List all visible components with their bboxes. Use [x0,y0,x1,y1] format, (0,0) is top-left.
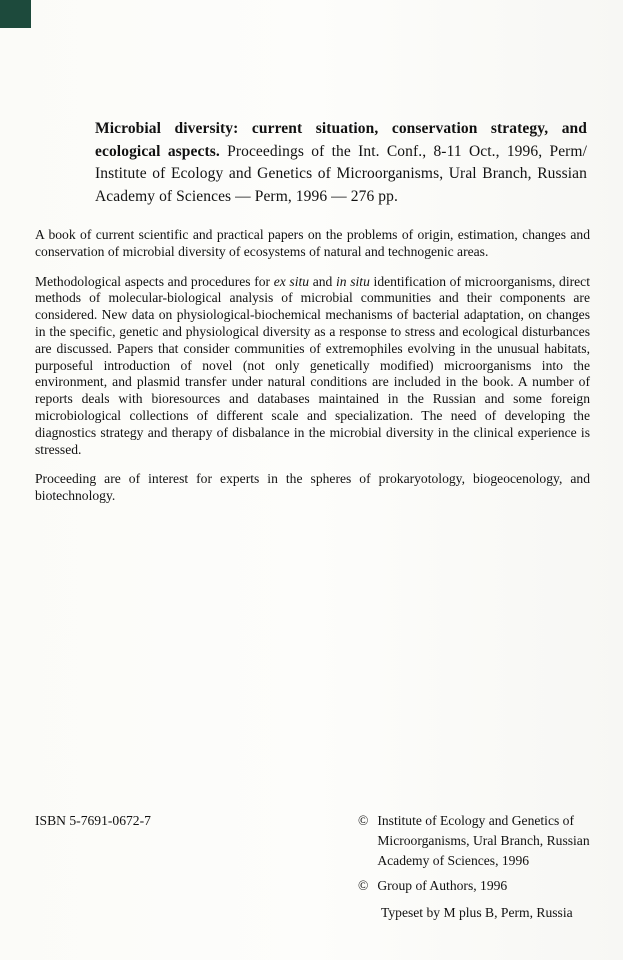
abstract-paragraph-2: Methodological aspects and procedures for ex situ and in situ identification of microorganisms, direct methods of molecular-biological analysis of microbial communities and their components are considered. New data on physiological-biochemical mechanisms of bacterial adaptation, on changes in the specific, genetic and physiological diversity as a response to stress and ecological disturbances are discussed. Papers that consider communities of extremophiles evolving in the unusual habitats, purposeful introduction of novel (not only genetically modified) microorganisms into the environment, and plasmid transfer under natural conditions are included in the book. A number of reports deals with bioresources and databases maintained in the Russian and some foreign microbiological collections of different scale and specialization. The need of developing the diagnostics strategy and therapy of disbalance in the microbial diversity in the clinical experience is stressed. [35,273,590,457]
copyright-institute-text: Institute of Ecology and Genetics of Microorganisms, Ural Branch, Russian Academy of Sciences, 1996 [377,813,590,868]
scan-corner-artifact [0,0,31,28]
book-citation: Microbial diversity: current situation, conservation strategy, and ecological aspects. Proceedings of the Int. Conf., 8-11 Oct., 1996, Perm/ Institute of Ecology and Genetics of Microorganisms, Ural Branch, Russian Academy of Sciences — Perm, 1996 — 276 pp. [95,120,587,205]
abstract-block [35,227,590,518]
copyright-symbol: © [358,878,369,893]
copyright-authors-text: Group of Authors, 1996 [377,878,508,893]
copyright-institute-row [358,811,590,871]
isbn-number: ISBN 5-7691-0672-7 [35,813,151,828]
copyright-block [358,811,590,923]
typeset-credit: Typeset by M plus B, Perm, Russia [381,905,573,920]
copyright-symbol: © [358,813,369,828]
copyright-authors-row [358,876,590,896]
colophon [35,811,590,923]
abstract-paragraph-3: Proceeding are of interest for experts in the spheres of prokaryotology, biogeocenology, and biotechnology. [35,471,590,504]
abstract-paragraph-1: A book of current scientific and practical papers on the problems of origin, estimation, changes and conservation of microbial diversity of ecosystems of natural and technogenic areas. [35,227,590,259]
